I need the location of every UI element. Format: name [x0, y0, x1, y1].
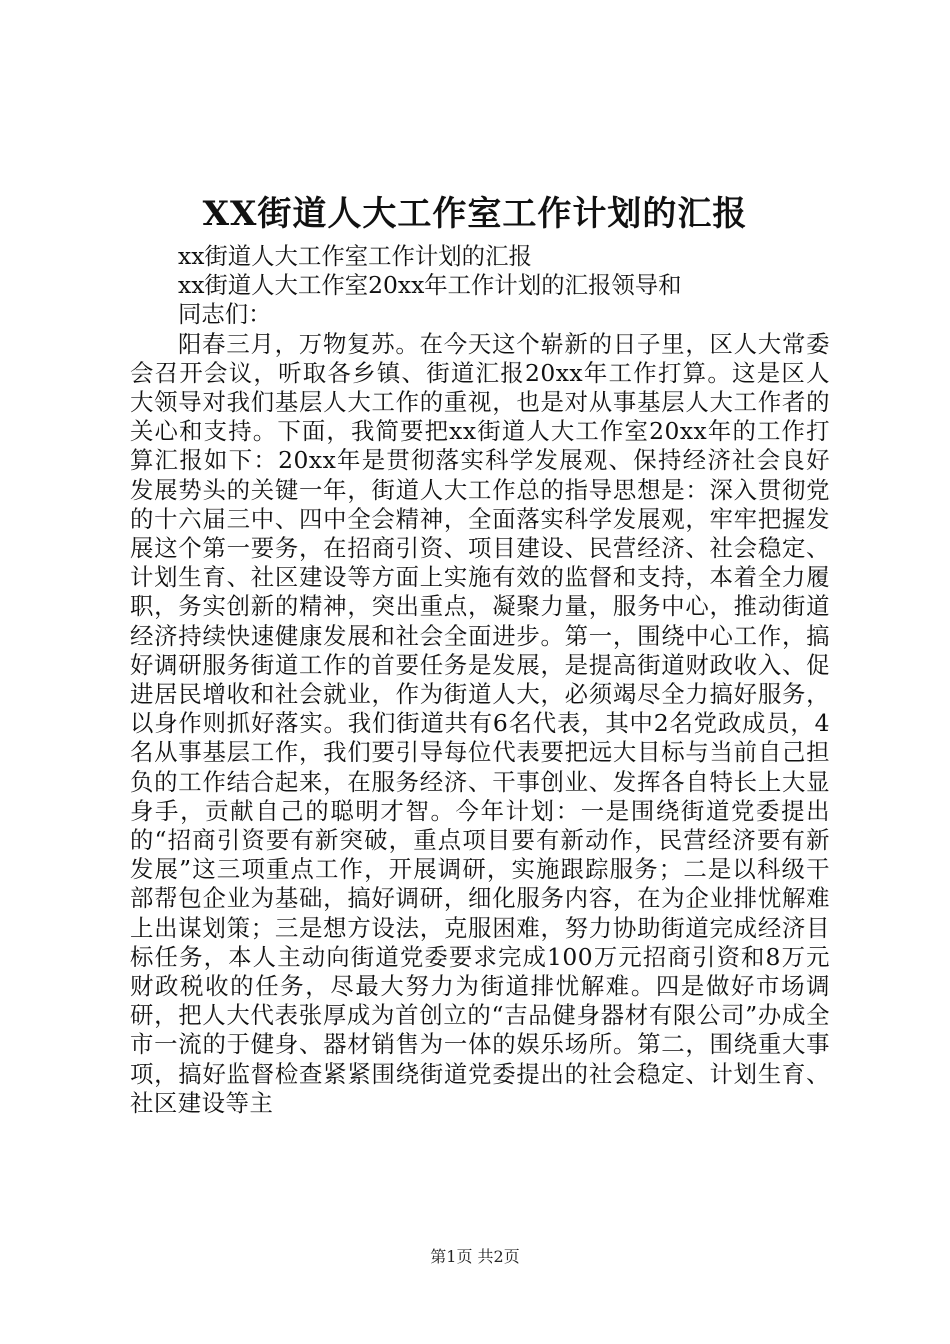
page-footer: 第1页 共2页 [430, 1247, 520, 1266]
document-body [130, 242, 830, 1118]
document-title: XX街道人大工作室工作计划的汇报 [202, 194, 748, 234]
salutation: 同志们： [178, 300, 272, 329]
intro-line: xx街道人大工作室20xx年工作计划的汇报领导和 [178, 271, 682, 300]
subtitle-line: xx街道人大工作室工作计划的汇报 [178, 242, 532, 270]
body-paragraph: 阳春三月，万物复苏。在今天这个崭新的日子里，区人大常委会召开会议，听取各乡镇、街道汇报20xx年工作打算。这是区人大领导对我们基层人大工作的重视，也是对从事基层人大工作者的关心和支持。下面，我简要把xx街道人大工作室20xx年的工作打算汇报如下：20xx年是贯彻落实科学发展观、保持经济社会良好发展势头的关键一年，街道人大工作总的指导思想是：深入贯彻党的十六届三中、四中全会精神，全面落实科学发展观，牢牢把握发展这个第一要务，在招商引资、项目建设、民营经济、社会稳定、计划生育、社区建设等方面上实施有效的监督和支持，本着全力履职，务实创新的精神，突出重点，凝聚力量，服务中心，推动街道经济持续快速健康发展和社会全面进步。第一，围绕中心工作，搞好调研服务街道工作的首要任务是发展，是提高街道财政收入、促进居民增收和社会就业，作为街道人大，必须竭尽全力搞好服务，以身作则抓好落实。我们街道共有6名代表，其中2名党政成员，4名从事基层工作，我们要引导每位代表要把远大目标与当前自己担负的工作结合起来，在服务经济、干事创业、发挥各自特长上大显身手，贡献自己的聪明才智。今年计划：一是围绕街道党委提出的“招商引资要有新突破，重点项目要有新动作，民营经济要有新发展”这三项重点工作，开展调研，实施跟踪服务；二是以科级干部帮包企业为基础，搞好调研，细化服务内容，在为企业排忧解难上出谋划策；三是想方设法，克服困难，努力协助街道完成经济目标任务，本人主动向街道党委要求完成100万元招商引资和8万元财政税收的任务，尽最大努力为街道排忧解难。四是做好市场调研，把人大代表张厚成为首创立的“吉品健身器材有限公司”办成全市一流的于健身、器材销售为一体的娱乐场所。第二，围绕重大事项，搞好监督检查紧紧围绕街道党委提出的社会稳定、计划生育、社区建设等主 [130, 329, 830, 1117]
